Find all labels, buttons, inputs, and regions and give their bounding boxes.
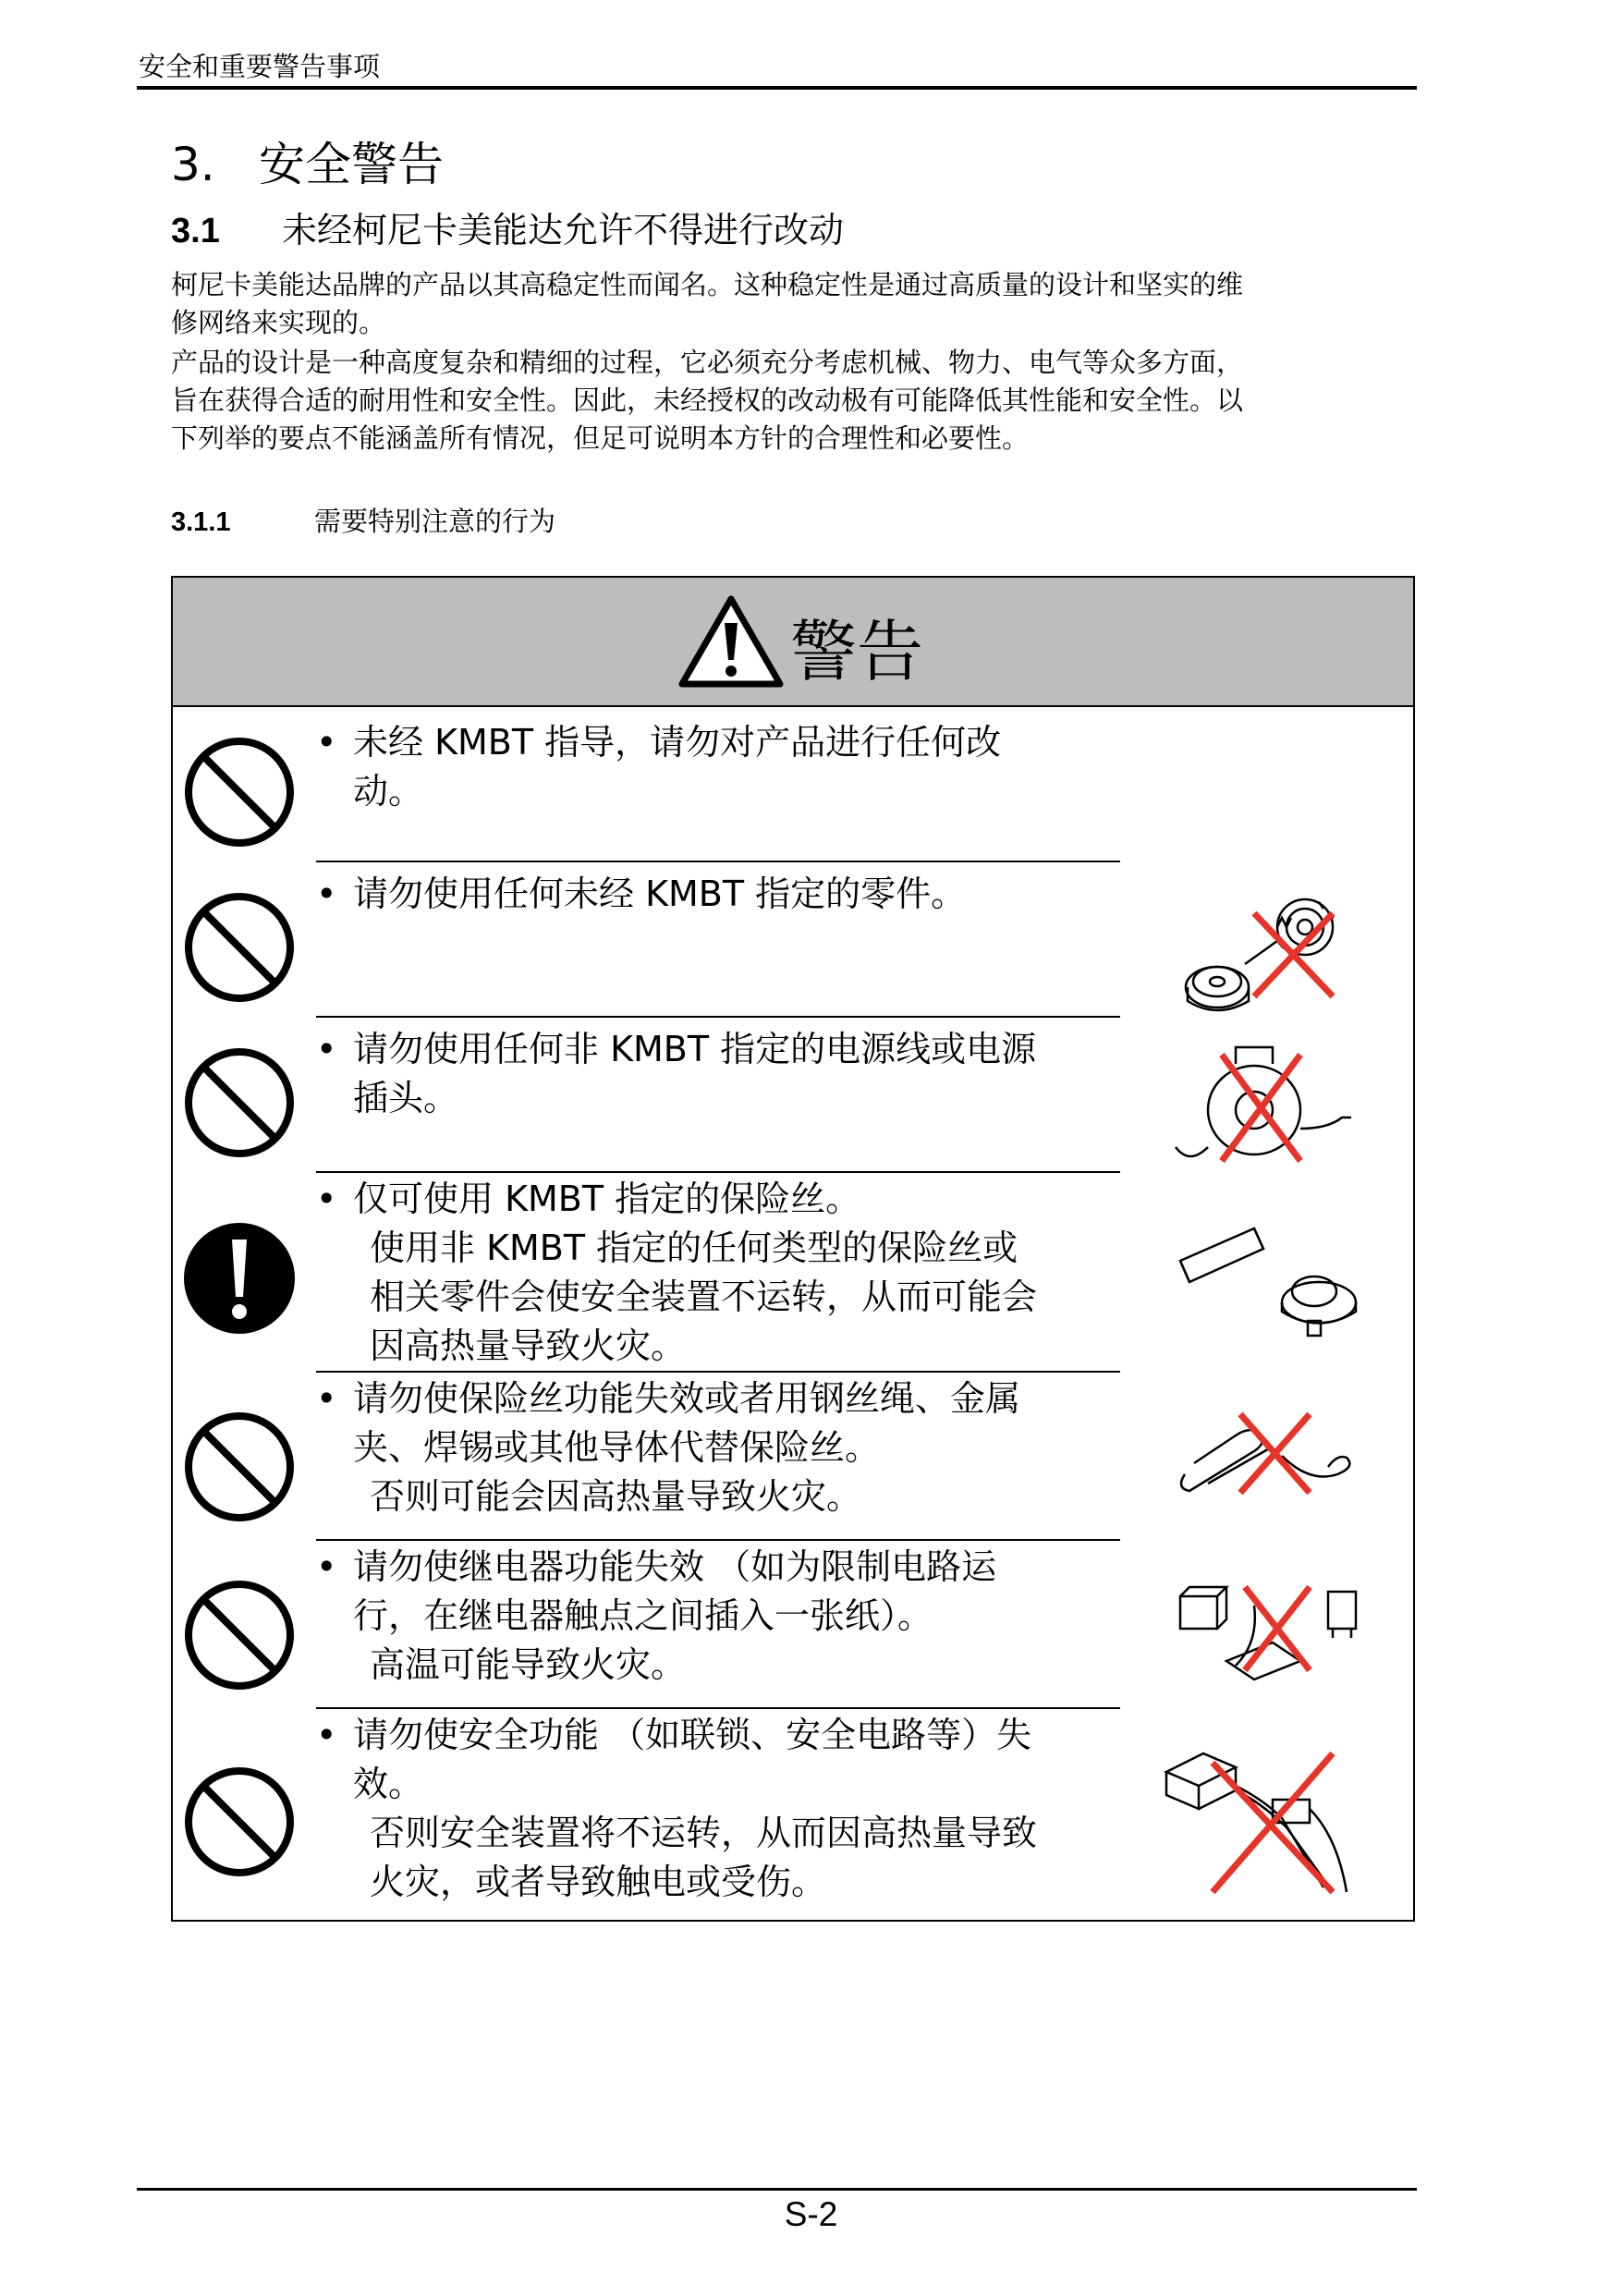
- item-text: 动。: [353, 771, 424, 812]
- prohibition-icon: [182, 1765, 297, 1879]
- warning-item: [173, 1709, 1413, 1920]
- item-subtext: 使用非 KMBT 指定的任何类型的保险丝或: [370, 1227, 1018, 1268]
- section-heading: [171, 128, 444, 194]
- paperclip-illustration: [1171, 1400, 1365, 1511]
- intro-paragraph-2: [171, 344, 1423, 458]
- warning-item: [173, 1018, 1413, 1175]
- paragraph-line: 旨在获得合适的耐用性和安全性。因此，未经授权的改动极有可能降低其性能和安全性。以: [171, 385, 1244, 416]
- subsection-number: 3.1: [171, 212, 220, 250]
- mandatory-icon: [182, 1221, 297, 1336]
- subsection-title: 未经柯尼卡美能达允许不得进行改动: [282, 210, 845, 250]
- item-text: 插头。: [353, 1078, 459, 1118]
- connector-illustration: [1162, 1735, 1365, 1897]
- paragraph-line: 修网络来实现的。: [171, 307, 386, 338]
- item-subtext: 否则安全装置将不运转，从而因高热量导致: [370, 1813, 1038, 1853]
- subsubsection-title: 需要特别注意的行为: [314, 506, 556, 537]
- warning-item: [173, 1541, 1413, 1707]
- item-text: 行，在继电器触点之间插入一张纸）。: [353, 1595, 933, 1636]
- paragraph-line: 产品的设计是一种高度复杂和精细的过程，它必须充分考虑机械、物力、电气等众多方面，: [171, 347, 1244, 378]
- relay-illustration: [1171, 1578, 1365, 1689]
- item-text: 请勿使保险丝功能失效或者用钢丝绳、金属: [353, 1378, 1021, 1419]
- page-number: S-2: [784, 2195, 838, 2233]
- item-text: 请勿使用任何非 KMBT 指定的电源线或电源: [353, 1029, 1037, 1069]
- item-text: 仅可使用 KMBT 指定的保险丝。: [353, 1179, 861, 1219]
- item-text: 效。: [353, 1764, 424, 1804]
- item-subtext: 否则可能会因高热量导致火灾。: [370, 1476, 862, 1517]
- prohibition-icon: [182, 735, 297, 849]
- bullet: •: [316, 1546, 337, 1587]
- bullet: •: [316, 1715, 337, 1755]
- item-subtext: 高温可能导致火灾。: [370, 1644, 687, 1685]
- footer-rule: [137, 2188, 1417, 2191]
- paragraph-line: 柯尼卡美能达品牌的产品以其高稳定性而闻名。这种稳定性是通过高质量的设计和坚实的维: [171, 269, 1244, 300]
- header-rule: [137, 86, 1417, 90]
- item-text: 请勿使用任何未经 KMBT 指定的零件。: [353, 873, 967, 914]
- section-title: 安全警告: [259, 138, 444, 191]
- prohibition-icon: [182, 1410, 297, 1524]
- prohibition-icon: [182, 890, 297, 1005]
- subsubsection-heading: [171, 501, 555, 539]
- running-header: 安全和重要警告事项: [139, 51, 381, 82]
- prohibition-icon: [182, 1578, 297, 1692]
- gears-illustration: [1171, 885, 1365, 1024]
- bullet: •: [316, 1029, 337, 1069]
- bullet: •: [316, 722, 337, 763]
- warning-item: [173, 1373, 1413, 1539]
- warning-item: [173, 707, 1413, 864]
- item-text: 未经 KMBT 指导，请勿对产品进行任何改: [353, 722, 1002, 763]
- section-number: 3.: [171, 138, 215, 191]
- cord-reel-illustration: [1171, 1036, 1365, 1175]
- bullet: •: [316, 1378, 337, 1419]
- warning-item: [173, 862, 1413, 1020]
- bullet: •: [316, 1179, 337, 1219]
- warning-box: [171, 576, 1415, 1922]
- item-text: 请勿使继电器功能失效 （如为限制电路运: [353, 1546, 997, 1587]
- warning-item: [173, 1173, 1413, 1374]
- warning-header: [173, 578, 1413, 707]
- bullet: •: [316, 873, 337, 914]
- item-subtext: 相关零件会使安全装置不运转，从而可能会: [370, 1276, 1038, 1317]
- subsection-heading: [171, 202, 844, 252]
- item-text: 夹、焊锡或其他导体代替保险丝。: [353, 1427, 881, 1468]
- item-subtext: 火灾，或者导致触电或受伤。: [370, 1862, 827, 1902]
- warning-triangle-icon: [677, 593, 786, 690]
- intro-paragraph-1: [171, 266, 1423, 342]
- prohibition-icon: [182, 1045, 297, 1160]
- fuse-illustration: [1171, 1219, 1365, 1349]
- paragraph-line: 下列举的要点不能涵盖所有情况，但足可说明本方针的合理性和必要性。: [171, 422, 1030, 454]
- subsubsection-number: 3.1.1: [171, 507, 231, 537]
- item-subtext: 因高热量导致火灾。: [370, 1325, 687, 1366]
- item-text: 请勿使安全功能 （如联锁、安全电路等）失: [353, 1715, 1032, 1755]
- warning-title: 警告: [790, 613, 924, 690]
